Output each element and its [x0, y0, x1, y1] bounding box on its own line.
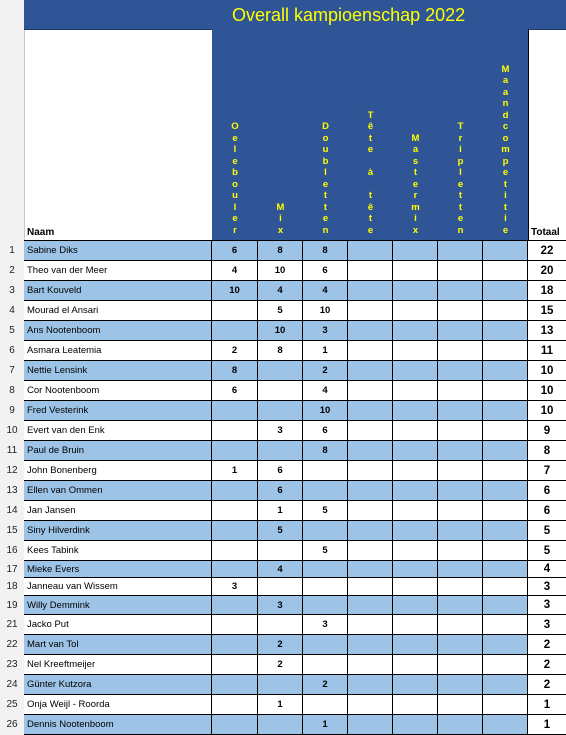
score-cell[interactable]	[303, 655, 348, 675]
rank-number[interactable]: 23	[0, 655, 25, 675]
score-cell[interactable]	[212, 655, 258, 675]
score-cell[interactable]	[483, 401, 528, 421]
score-cell[interactable]	[348, 615, 393, 635]
score-cell[interactable]	[212, 481, 258, 501]
table-row	[0, 341, 566, 361]
category-column-header[interactable]	[258, 29, 304, 241]
score-cell[interactable]	[483, 441, 528, 461]
score-cell[interactable]: 6	[212, 241, 258, 261]
table-row	[0, 441, 566, 461]
total-cell[interactable]: 11	[528, 341, 566, 361]
rank-number[interactable]: 24	[0, 675, 25, 695]
score-cell[interactable]	[438, 361, 483, 381]
rank-number[interactable]: 4	[0, 301, 25, 321]
score-cell[interactable]	[393, 675, 438, 695]
score-cell[interactable]	[393, 381, 438, 401]
category-column-header[interactable]	[348, 29, 394, 241]
score-cell[interactable]	[483, 301, 528, 321]
score-cell[interactable]	[258, 715, 303, 735]
score-cell[interactable]	[438, 596, 483, 615]
score-cell[interactable]	[348, 635, 393, 655]
table-row	[0, 381, 566, 401]
category-header-label: M i x	[276, 201, 285, 236]
score-cell[interactable]	[303, 635, 348, 655]
player-name-cell[interactable]: Cor Nootenboom	[24, 381, 212, 401]
player-name-cell[interactable]: Theo van der Meer	[24, 261, 212, 281]
score-cell[interactable]	[393, 481, 438, 501]
score-cell[interactable]: 8	[212, 361, 258, 381]
score-cell[interactable]	[348, 321, 393, 341]
rank-number[interactable]: 1	[0, 241, 25, 261]
score-cell[interactable]	[348, 381, 393, 401]
score-cell[interactable]: 10	[258, 321, 303, 341]
score-cell[interactable]	[212, 715, 258, 735]
player-name-cell[interactable]: Mart van Tol	[24, 635, 212, 655]
category-header-label: T r i p l e t t e n	[457, 121, 464, 236]
score-cell[interactable]	[483, 381, 528, 401]
score-cell[interactable]	[348, 261, 393, 281]
title-bar	[24, 0, 566, 30]
total-cell[interactable]: 10	[528, 381, 566, 401]
category-header-label: O e l e b o u l e r	[231, 121, 239, 236]
total-cell[interactable]: 6	[528, 481, 566, 501]
score-cell[interactable]: 8	[303, 241, 348, 261]
score-cell[interactable]: 8	[258, 241, 303, 261]
score-cell[interactable]: 6	[303, 261, 348, 281]
rank-number[interactable]: 10	[0, 421, 25, 441]
score-cell[interactable]	[393, 655, 438, 675]
score-cell[interactable]	[348, 521, 393, 541]
score-cell[interactable]: 1	[212, 461, 258, 481]
name-column-header[interactable]	[24, 29, 213, 241]
category-header-label: T ê t e à t ê t e	[367, 109, 374, 236]
score-cell[interactable]	[303, 461, 348, 481]
score-cell[interactable]	[348, 281, 393, 301]
score-cell[interactable]	[393, 341, 438, 361]
score-cell[interactable]	[393, 578, 438, 596]
score-cell[interactable]	[438, 341, 483, 361]
player-name-cell[interactable]: Ellen van Ommen	[24, 481, 212, 501]
player-name-cell[interactable]: Mieke Evers	[24, 561, 212, 578]
total-cell[interactable]: 5	[528, 541, 566, 561]
category-header-label: D o u b l e t t e n	[322, 121, 329, 236]
score-cell[interactable]	[303, 481, 348, 501]
score-cell[interactable]	[258, 381, 303, 401]
total-cell[interactable]: 8	[528, 441, 566, 461]
total-cell[interactable]: 6	[528, 501, 566, 521]
score-cell[interactable]	[393, 615, 438, 635]
score-cell[interactable]	[348, 655, 393, 675]
score-cell[interactable]: 4	[258, 561, 303, 578]
score-cell[interactable]: 5	[258, 521, 303, 541]
score-cell[interactable]	[348, 481, 393, 501]
score-cell[interactable]	[438, 561, 483, 578]
score-cell[interactable]	[438, 481, 483, 501]
score-cell[interactable]	[258, 541, 303, 561]
score-cell[interactable]	[483, 481, 528, 501]
total-cell[interactable]: 3	[528, 615, 566, 635]
player-name-cell[interactable]: Paul de Bruin	[24, 441, 212, 461]
player-name-cell[interactable]: Sabine Diks	[24, 241, 212, 261]
score-cell[interactable]	[303, 578, 348, 596]
score-cell[interactable]	[483, 361, 528, 381]
score-cell[interactable]	[393, 361, 438, 381]
score-cell[interactable]	[212, 441, 258, 461]
score-cell[interactable]	[483, 461, 528, 481]
category-column-header[interactable]	[438, 29, 484, 241]
score-cell[interactable]: 3	[258, 596, 303, 615]
score-cell[interactable]: 6	[258, 481, 303, 501]
score-cell[interactable]	[438, 501, 483, 521]
total-cell[interactable]: 1	[528, 715, 566, 735]
score-cell[interactable]	[393, 635, 438, 655]
score-cell[interactable]	[393, 301, 438, 321]
category-header-label: M a a n d c o m p e t i t i e	[501, 63, 510, 236]
table-row	[0, 675, 566, 695]
total-cell[interactable]: 9	[528, 421, 566, 441]
score-cell[interactable]	[258, 361, 303, 381]
player-name-cell[interactable]: Fred Vesterink	[24, 401, 212, 421]
score-cell[interactable]	[393, 281, 438, 301]
player-name-cell[interactable]: Dennis Nootenboom	[24, 715, 212, 735]
score-cell[interactable]	[438, 541, 483, 561]
score-cell[interactable]	[393, 561, 438, 578]
score-cell[interactable]	[303, 521, 348, 541]
player-name-cell[interactable]: Asmara Leatemia	[24, 341, 212, 361]
player-name-cell[interactable]: Kees Tabink	[24, 541, 212, 561]
score-cell[interactable]	[438, 421, 483, 441]
score-cell[interactable]	[258, 578, 303, 596]
score-cell[interactable]	[393, 461, 438, 481]
total-cell[interactable]: 3	[528, 596, 566, 615]
score-cell[interactable]	[483, 675, 528, 695]
rank-number[interactable]: 12	[0, 461, 25, 481]
player-name-cell[interactable]: Jacko Put	[24, 615, 212, 635]
score-cell[interactable]	[438, 675, 483, 695]
score-cell[interactable]	[348, 441, 393, 461]
total-cell[interactable]: 4	[528, 561, 566, 578]
table-row	[0, 501, 566, 521]
score-cell[interactable]: 8	[258, 341, 303, 361]
rank-number[interactable]: 19	[0, 596, 25, 615]
score-cell[interactable]	[483, 561, 528, 578]
rank-number[interactable]: 5	[0, 321, 25, 341]
score-cell[interactable]	[258, 675, 303, 695]
score-cell[interactable]	[348, 695, 393, 715]
rank-number[interactable]: 6	[0, 341, 25, 361]
score-cell[interactable]	[438, 441, 483, 461]
table-row	[0, 281, 566, 301]
total-cell[interactable]: 2	[528, 655, 566, 675]
score-cell[interactable]: 3	[303, 321, 348, 341]
score-cell[interactable]: 3	[258, 421, 303, 441]
score-cell[interactable]	[438, 301, 483, 321]
score-cell[interactable]	[212, 401, 258, 421]
table-row	[0, 241, 566, 261]
score-cell[interactable]	[258, 401, 303, 421]
player-name-cell[interactable]: Ans Nootenboom	[24, 321, 212, 341]
total-cell[interactable]: 13	[528, 321, 566, 341]
category-header-label: M a s t e r m i x	[411, 132, 420, 236]
table-row	[0, 461, 566, 481]
score-cell[interactable]: 10	[303, 301, 348, 321]
score-cell[interactable]: 3	[212, 578, 258, 596]
player-name-cell[interactable]: Siny Hilverdink	[24, 521, 212, 541]
player-name-cell[interactable]: Jan Jansen	[24, 501, 212, 521]
total-column-header[interactable]	[528, 29, 566, 241]
score-cell[interactable]	[258, 615, 303, 635]
score-cell[interactable]: 1	[258, 695, 303, 715]
player-name-cell[interactable]: Janneau van Wissem	[24, 578, 212, 596]
score-cell[interactable]	[438, 261, 483, 281]
score-cell[interactable]: 2	[303, 675, 348, 695]
rank-number[interactable]: 7	[0, 361, 25, 381]
score-cell[interactable]	[348, 421, 393, 441]
score-cell[interactable]	[348, 241, 393, 261]
score-cell[interactable]: 4	[303, 381, 348, 401]
score-cell[interactable]	[348, 541, 393, 561]
rank-number[interactable]: 26	[0, 715, 25, 735]
score-cell[interactable]	[483, 241, 528, 261]
score-cell[interactable]	[438, 655, 483, 675]
rank-number[interactable]: 22	[0, 635, 25, 655]
category-column-header[interactable]	[483, 29, 529, 241]
score-cell[interactable]	[438, 715, 483, 735]
score-cell[interactable]	[483, 321, 528, 341]
score-cell[interactable]	[348, 501, 393, 521]
score-cell[interactable]	[438, 695, 483, 715]
score-cell[interactable]	[483, 341, 528, 361]
score-cell[interactable]	[212, 421, 258, 441]
table-row	[0, 361, 566, 381]
score-cell[interactable]	[483, 578, 528, 596]
rank-number[interactable]: 11	[0, 441, 25, 461]
total-cell[interactable]: 15	[528, 301, 566, 321]
column-header-row	[24, 29, 566, 241]
score-cell[interactable]	[303, 695, 348, 715]
score-cell[interactable]	[348, 361, 393, 381]
score-cell[interactable]	[258, 441, 303, 461]
score-cell[interactable]	[483, 281, 528, 301]
score-cell[interactable]	[438, 578, 483, 596]
score-cell[interactable]	[483, 615, 528, 635]
total-cell[interactable]: 2	[528, 675, 566, 695]
player-name-cell[interactable]: Nettie Lensink	[24, 361, 212, 381]
rank-number[interactable]: 21	[0, 615, 25, 635]
score-cell[interactable]	[393, 241, 438, 261]
player-name-cell[interactable]: Evert van den Enk	[24, 421, 212, 441]
total-cell[interactable]: 10	[528, 401, 566, 421]
score-cell[interactable]: 3	[303, 615, 348, 635]
total-cell[interactable]: 10	[528, 361, 566, 381]
total-cell[interactable]: 18	[528, 281, 566, 301]
score-cell[interactable]	[212, 501, 258, 521]
score-cell[interactable]	[212, 521, 258, 541]
score-cell[interactable]	[438, 401, 483, 421]
category-column-header[interactable]	[393, 29, 439, 241]
score-cell[interactable]	[348, 715, 393, 735]
player-name-cell[interactable]: Willy Demmink	[24, 596, 212, 615]
rank-number[interactable]: 2	[0, 261, 25, 281]
table-row	[0, 715, 566, 735]
score-cell[interactable]: 6	[212, 381, 258, 401]
score-cell[interactable]: 4	[212, 261, 258, 281]
score-cell[interactable]	[393, 695, 438, 715]
score-cell[interactable]	[212, 301, 258, 321]
score-cell[interactable]	[212, 321, 258, 341]
score-cell[interactable]: 2	[258, 635, 303, 655]
score-cell[interactable]	[348, 301, 393, 321]
table-row	[0, 421, 566, 441]
score-cell[interactable]	[348, 401, 393, 421]
total-cell[interactable]: 20	[528, 261, 566, 281]
table-row	[0, 596, 566, 615]
score-cell[interactable]	[212, 675, 258, 695]
score-cell[interactable]: 10	[258, 261, 303, 281]
score-cell[interactable]: 2	[258, 655, 303, 675]
table-row	[0, 561, 566, 578]
score-cell[interactable]: 4	[303, 281, 348, 301]
player-name-cell[interactable]: Onja Weijl - Roorda	[24, 695, 212, 715]
score-cell[interactable]: 10	[212, 281, 258, 301]
score-cell[interactable]	[348, 596, 393, 615]
player-name-cell[interactable]: Nel Kreeftmeijer	[24, 655, 212, 675]
score-cell[interactable]	[438, 461, 483, 481]
score-cell[interactable]	[303, 596, 348, 615]
score-cell[interactable]: 1	[303, 341, 348, 361]
score-cell[interactable]	[438, 281, 483, 301]
score-cell[interactable]	[393, 421, 438, 441]
score-cell[interactable]	[483, 521, 528, 541]
table-row	[0, 481, 566, 501]
rank-number[interactable]: 15	[0, 521, 25, 541]
player-name-cell[interactable]: Günter Kutzora	[24, 675, 212, 695]
score-cell[interactable]	[483, 501, 528, 521]
score-cell[interactable]: 10	[303, 401, 348, 421]
total-header-label: Totaal	[531, 227, 560, 238]
rank-number[interactable]: 9	[0, 401, 25, 421]
score-cell[interactable]: 8	[303, 441, 348, 461]
total-cell[interactable]: 7	[528, 461, 566, 481]
score-cell[interactable]	[393, 261, 438, 281]
category-column-header[interactable]	[212, 29, 259, 241]
table-row	[0, 615, 566, 635]
score-cell[interactable]	[438, 635, 483, 655]
table-row	[0, 695, 566, 715]
score-cell[interactable]: 6	[258, 461, 303, 481]
score-cell[interactable]	[348, 461, 393, 481]
score-cell[interactable]	[483, 261, 528, 281]
score-cell[interactable]	[212, 561, 258, 578]
score-cell[interactable]	[393, 501, 438, 521]
score-cell[interactable]	[393, 521, 438, 541]
total-cell[interactable]: 1	[528, 695, 566, 715]
rank-number[interactable]: 3	[0, 281, 25, 301]
score-cell[interactable]	[348, 341, 393, 361]
score-cell[interactable]	[393, 541, 438, 561]
rank-number[interactable]: 17	[0, 561, 25, 578]
score-cell[interactable]	[348, 561, 393, 578]
score-cell[interactable]	[438, 615, 483, 635]
total-cell[interactable]: 3	[528, 578, 566, 596]
score-cell[interactable]	[393, 441, 438, 461]
name-header-label: Naam	[27, 227, 55, 238]
score-cell[interactable]	[483, 596, 528, 615]
table-row	[0, 401, 566, 421]
table-row	[0, 655, 566, 675]
table-row	[0, 541, 566, 561]
table-row	[0, 261, 566, 281]
score-cell[interactable]: 4	[258, 281, 303, 301]
score-cell[interactable]	[393, 715, 438, 735]
rank-number[interactable]: 13	[0, 481, 25, 501]
score-cell[interactable]: 1	[303, 715, 348, 735]
table-row	[0, 301, 566, 321]
score-cell[interactable]	[438, 241, 483, 261]
table-row	[0, 578, 566, 596]
player-name-cell[interactable]: John Bonenberg	[24, 461, 212, 481]
score-cell[interactable]: 5	[303, 541, 348, 561]
score-cell[interactable]	[212, 635, 258, 655]
score-cell[interactable]	[212, 695, 258, 715]
table-row	[0, 321, 566, 341]
rank-number[interactable]: 18	[0, 578, 25, 596]
score-cell[interactable]	[303, 561, 348, 578]
score-cell[interactable]	[483, 635, 528, 655]
score-cell[interactable]: 1	[258, 501, 303, 521]
table-row	[0, 635, 566, 655]
score-cell[interactable]: 5	[303, 501, 348, 521]
score-cell[interactable]: 2	[303, 361, 348, 381]
score-cell[interactable]	[393, 596, 438, 615]
total-cell[interactable]: 5	[528, 521, 566, 541]
sheet-title[interactable]: Overall kampioenschap 2022	[232, 5, 466, 25]
player-name-cell[interactable]: Bart Kouveld	[24, 281, 212, 301]
score-cell[interactable]	[348, 675, 393, 695]
score-cell[interactable]: 5	[258, 301, 303, 321]
score-cell[interactable]	[393, 321, 438, 341]
rank-number[interactable]: 14	[0, 501, 25, 521]
rank-number[interactable]: 8	[0, 381, 25, 401]
score-cell[interactable]	[348, 578, 393, 596]
score-cell[interactable]	[438, 521, 483, 541]
total-cell[interactable]: 22	[528, 241, 566, 261]
score-cell[interactable]	[212, 615, 258, 635]
score-cell[interactable]: 2	[212, 341, 258, 361]
score-cell[interactable]	[212, 596, 258, 615]
rank-number[interactable]: 25	[0, 695, 25, 715]
table-row	[0, 521, 566, 541]
category-column-header[interactable]	[303, 29, 349, 241]
score-cell[interactable]	[212, 541, 258, 561]
score-cell[interactable]	[483, 655, 528, 675]
score-cell[interactable]	[393, 401, 438, 421]
total-cell[interactable]: 2	[528, 635, 566, 655]
score-cell[interactable]: 6	[303, 421, 348, 441]
player-name-cell[interactable]: Mourad el Ansari	[24, 301, 212, 321]
score-cell[interactable]	[438, 321, 483, 341]
score-cell[interactable]	[483, 541, 528, 561]
score-cell[interactable]	[483, 421, 528, 441]
rank-number[interactable]: 16	[0, 541, 25, 561]
score-cell[interactable]	[483, 715, 528, 735]
score-cell[interactable]	[438, 381, 483, 401]
score-cell[interactable]	[483, 695, 528, 715]
